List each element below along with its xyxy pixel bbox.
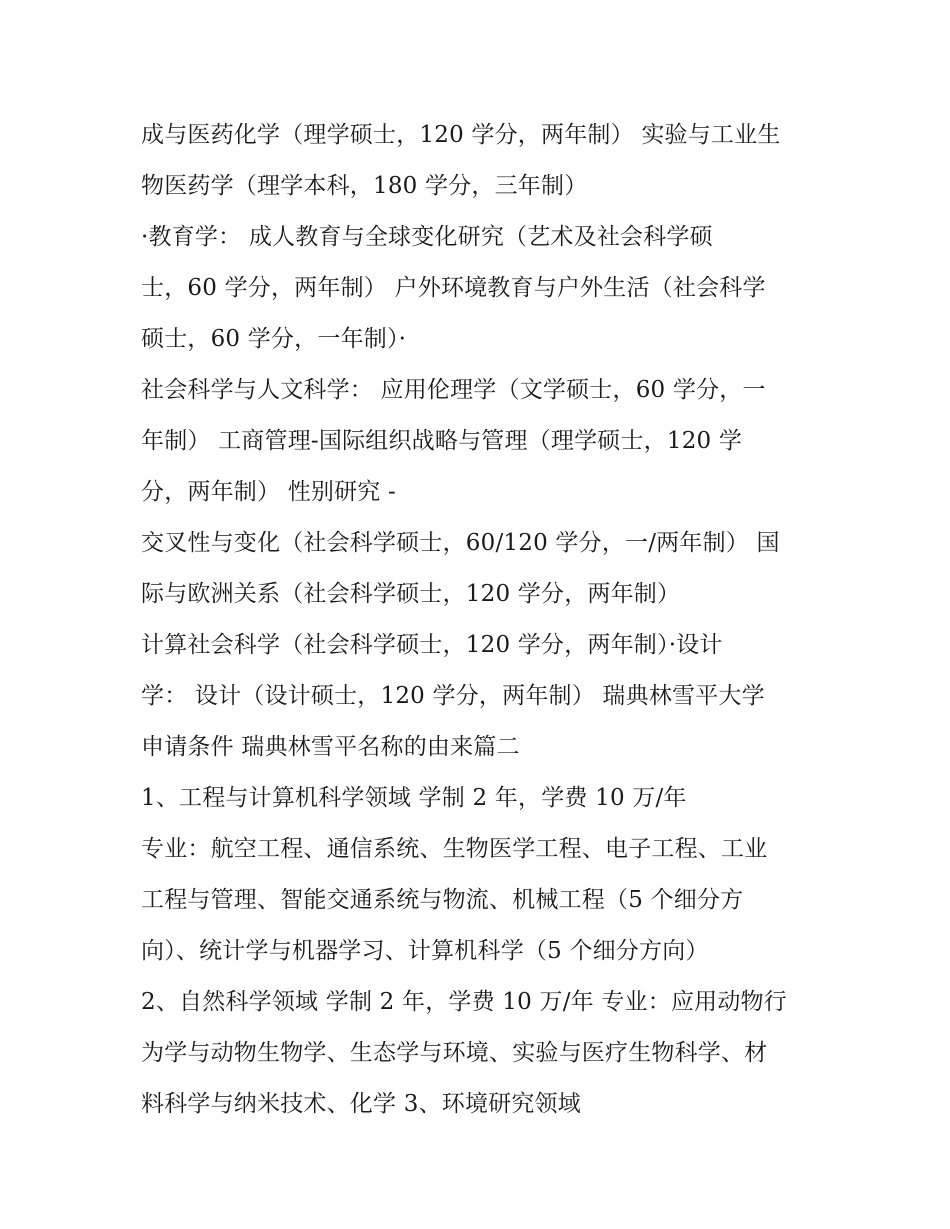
- text-line: 社会科学与人文科学： 应用伦理学（文学硕士，60 学分，一: [141, 377, 766, 403]
- text-line: 向）、统计学与机器学习、计算机科学（5 个细分方向）: [141, 938, 709, 964]
- document-body: [141, 110, 841, 1130]
- text-line: 硕士，60 学分，一年制）·: [141, 326, 407, 352]
- text-line: 士，60 学分，两年制） 户外环境教育与户外生活（社会科学: [141, 275, 766, 301]
- text-line: 为学与动物生物学、生态学与环境、实验与医疗生物科学、材: [141, 1040, 768, 1066]
- text-line: ·教育学： 成人教育与全球变化研究（艺术及社会科学硕: [141, 224, 713, 250]
- text-line: 申请条件 瑞典林雪平名称的由来篇二: [141, 734, 520, 760]
- text-line: 工程与管理、智能交通系统与物流、机械工程（5 个细分方: [141, 887, 744, 913]
- text-line: 年制） 工商管理-国际组织战略与管理（理学硕士，120 学: [141, 428, 743, 454]
- text-line: 料科学与纳米技术、化学 3、环境研究领域: [141, 1091, 581, 1117]
- text-line: 专业：航空工程、通信系统、生物医学工程、电子工程、工业: [141, 836, 768, 862]
- text-line: 交叉性与变化（社会科学硕士，60/120 学分，一/两年制） 国: [141, 530, 780, 556]
- text-line: 物医药学（理学本科，180 学分，三年制）: [141, 173, 588, 199]
- text-line: 2、自然科学领域 学制 2 年，学费 10 万/年 专业：应用动物行: [141, 989, 787, 1015]
- text-line: 计算社会科学（社会科学硕士，120 学分，两年制）·设计: [141, 632, 723, 658]
- text-line: 1、工程与计算机科学领域 学制 2 年，学费 10 万/年: [141, 785, 687, 811]
- text-line: 学： 设计（设计硕士，120 学分，两年制） 瑞典林雪平大学: [141, 683, 765, 709]
- text-line: 成与医药化学（理学硕士，120 学分，两年制） 实验与工业生: [141, 122, 781, 148]
- text-line: 分，两年制） 性别研究 -: [141, 479, 396, 505]
- text-line: 际与欧洲关系（社会科学硕士，120 学分，两年制）: [141, 581, 681, 607]
